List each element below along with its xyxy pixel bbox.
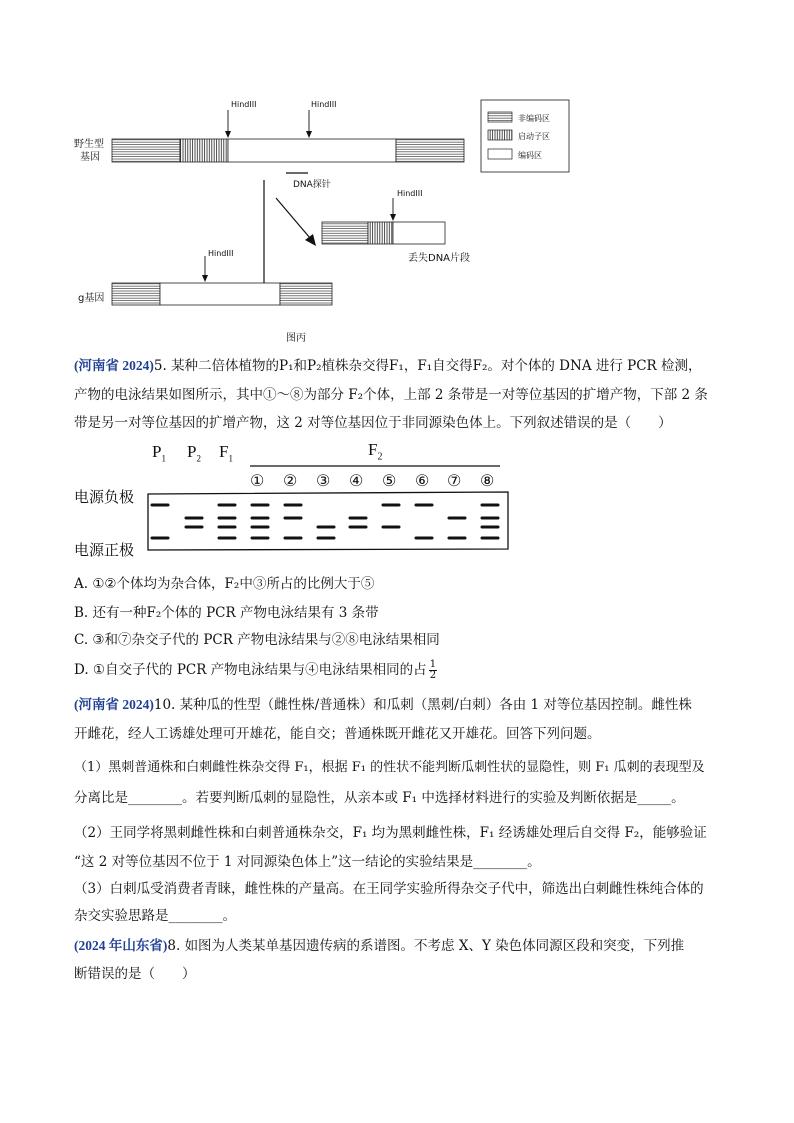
lane-label-sub: 1 <box>228 453 233 464</box>
lane-label-main: P <box>152 442 162 461</box>
q8-source: (2024 年山东省) <box>74 938 168 953</box>
legend-coding-label: 编码区 <box>518 151 542 160</box>
hindiii-site-arrow <box>390 198 396 221</box>
gel-bands <box>152 505 498 538</box>
q10-stem-line1 <box>74 695 692 715</box>
fraction-denominator: 2 <box>429 670 437 681</box>
lane-label-ind-8: ⑧ <box>480 471 495 490</box>
hindiii-site-arrow <box>225 110 231 138</box>
q10-source: (河南省 2024) <box>74 697 154 712</box>
q10-part1-line1: （1）黑刺普通株和白刺雌性株杂交得 F₁，根据 F₁ 的性状不能判断瓜刺性状的显隐性，则 F₁ 瓜刺的表现型及 <box>74 760 705 775</box>
wild-type-gene-bar <box>112 139 464 162</box>
fraction-numerator: 1 <box>429 659 437 670</box>
f2-header-main: F <box>368 440 378 459</box>
q5-source: (河南省 2024) <box>74 358 154 373</box>
q5-stem-line3: 带是另一对等位基因的扩增产物，这 2 对等位基因位于非同源染色体上。下列叙述错误的是（ ） <box>74 415 672 431</box>
f2-header <box>368 440 382 462</box>
hindiii-label: HindIII <box>208 249 234 258</box>
gel-frame <box>148 492 508 550</box>
wild-type-label-line2: 基因 <box>80 152 100 163</box>
diagonal-arrow-icon <box>276 198 316 246</box>
lost-fragment-bar <box>322 222 445 244</box>
negative-pole-label: 电源负极 <box>74 488 135 506</box>
lane-label-ind-2: ② <box>283 471 298 490</box>
lane-label-main: F <box>219 442 229 461</box>
q5-option-d-text: D. ①自交子代的 PCR 产物电泳结果与④电泳结果相同的占 <box>74 662 427 678</box>
legend-promoter-label: 启动子区 <box>518 132 550 141</box>
lane-label-sub: 1 <box>161 453 166 464</box>
fraction-one-half <box>429 660 437 681</box>
q10-number: 10. <box>153 697 176 713</box>
q5-option-c: C. ③和⑦杂交子代的 PCR 产物电泳结果与②⑧电泳结果相同 <box>74 632 440 648</box>
q8-number: 8. <box>167 938 181 954</box>
wild-type-label-line1: 野生型 <box>74 139 104 150</box>
dna-probe-label: DNA探针 <box>293 180 331 190</box>
lane-label-ind-5: ⑤ <box>382 471 397 490</box>
hindiii-label: HindIII <box>397 189 423 198</box>
q5-stem-text: 某种二倍体植物的P₁和P₂植株杂交得F₁，F₁自交得F₂。对个体的 DNA 进行 PCR 检测， <box>171 358 702 374</box>
lane-label-sub: 2 <box>196 453 201 464</box>
q10-stem-text: 某种瓜的性型（雌性株/普通株）和瓜刺（黑刺/白刺）各由 1 对等位基因控制。雌性株 <box>179 697 692 713</box>
q5-stem-line1 <box>74 356 702 376</box>
lane-label-p2 <box>187 442 201 463</box>
down-arrow-icon <box>260 180 268 293</box>
figure-caption: 图丙 <box>286 333 306 344</box>
hindiii-label: HindIII <box>231 100 257 109</box>
lane-label-ind-3: ③ <box>316 471 331 490</box>
q8-stem-line2: 断错误的是（ ） <box>74 966 196 982</box>
q10-part2-line1: （2）王同学将黑刺雌性株和白刺普通株杂交，F₁ 均为黑刺雌性株，F₁ 经诱雄处理后自交得 F₂，能够验证 <box>74 825 707 841</box>
q5-stem-line2: 产物的电泳结果如图所示，其中①～⑧为部分 F₂个体，上部 2 条带是一对等位基因的扩增产物，下部 2 条 <box>74 387 708 403</box>
q10-part1-line2: 分离比是________。若要判断瓜刺的显隐性，从亲本或 F₁ 中选择材料进行的实验及判断依据是_____。 <box>74 790 685 806</box>
hindiii-label: HindIII <box>311 100 337 109</box>
q5-option-d <box>74 660 437 681</box>
q5-option-b: B. 还有一种F₂个体的 PCR 产物电泳结果有 3 条带 <box>74 605 379 621</box>
positive-pole-label: 电源正极 <box>74 541 135 559</box>
q5-option-a: A. ①②个体均为杂合体，F₂中③所占的比例大于⑤ <box>74 576 375 592</box>
lane-label-ind-7: ⑦ <box>447 471 462 490</box>
f2-header-sub: 2 <box>377 451 383 463</box>
hindiii-site-arrow <box>202 256 208 282</box>
lane-label-f1 <box>219 442 233 463</box>
lane-label-ind-6: ⑥ <box>415 471 430 490</box>
hindiii-site-arrow <box>306 110 312 138</box>
g-gene-label: g基因 <box>78 293 105 304</box>
q10-stem-line2: 开雌花，经人工诱雄处理可开雄花，能自交；普通株既开雌花又开雄花。回答下列问题。 <box>74 726 601 742</box>
q8-stem-text: 如图为人类某单基因遗传病的系谱图。不考虑 X、Y 染色体同源区段和突变，下列推 <box>184 938 685 954</box>
lane-label-ind-4: ④ <box>349 471 364 490</box>
q8-stem-line1 <box>74 936 684 956</box>
q10-part2-line2: “这 2 对等位基因不位于 1 对同源染色体上”这一结论的实验结果是________。 <box>74 854 541 870</box>
gene-diagram-figure <box>0 0 794 345</box>
q10-part3-line2: 杂交实验思路是________。 <box>74 908 236 924</box>
legend-noncoding-label: 非编码区 <box>518 114 550 123</box>
q10-part3-line1: （3）白刺瓜受消费者青睐，雌性株的产量高。在王同学实验所得杂交子代中，筛选出白刺雌性株纯合体的 <box>74 881 704 897</box>
lost-fragment-label: 丢失DNA片段 <box>408 253 471 264</box>
lane-label-main: P <box>187 442 197 461</box>
lane-label-ind-1: ① <box>250 471 265 490</box>
wild-type-label <box>74 138 104 164</box>
g-gene-bar <box>112 283 332 305</box>
q5-number: 5. <box>153 358 167 374</box>
lane-label-p1 <box>152 442 166 463</box>
